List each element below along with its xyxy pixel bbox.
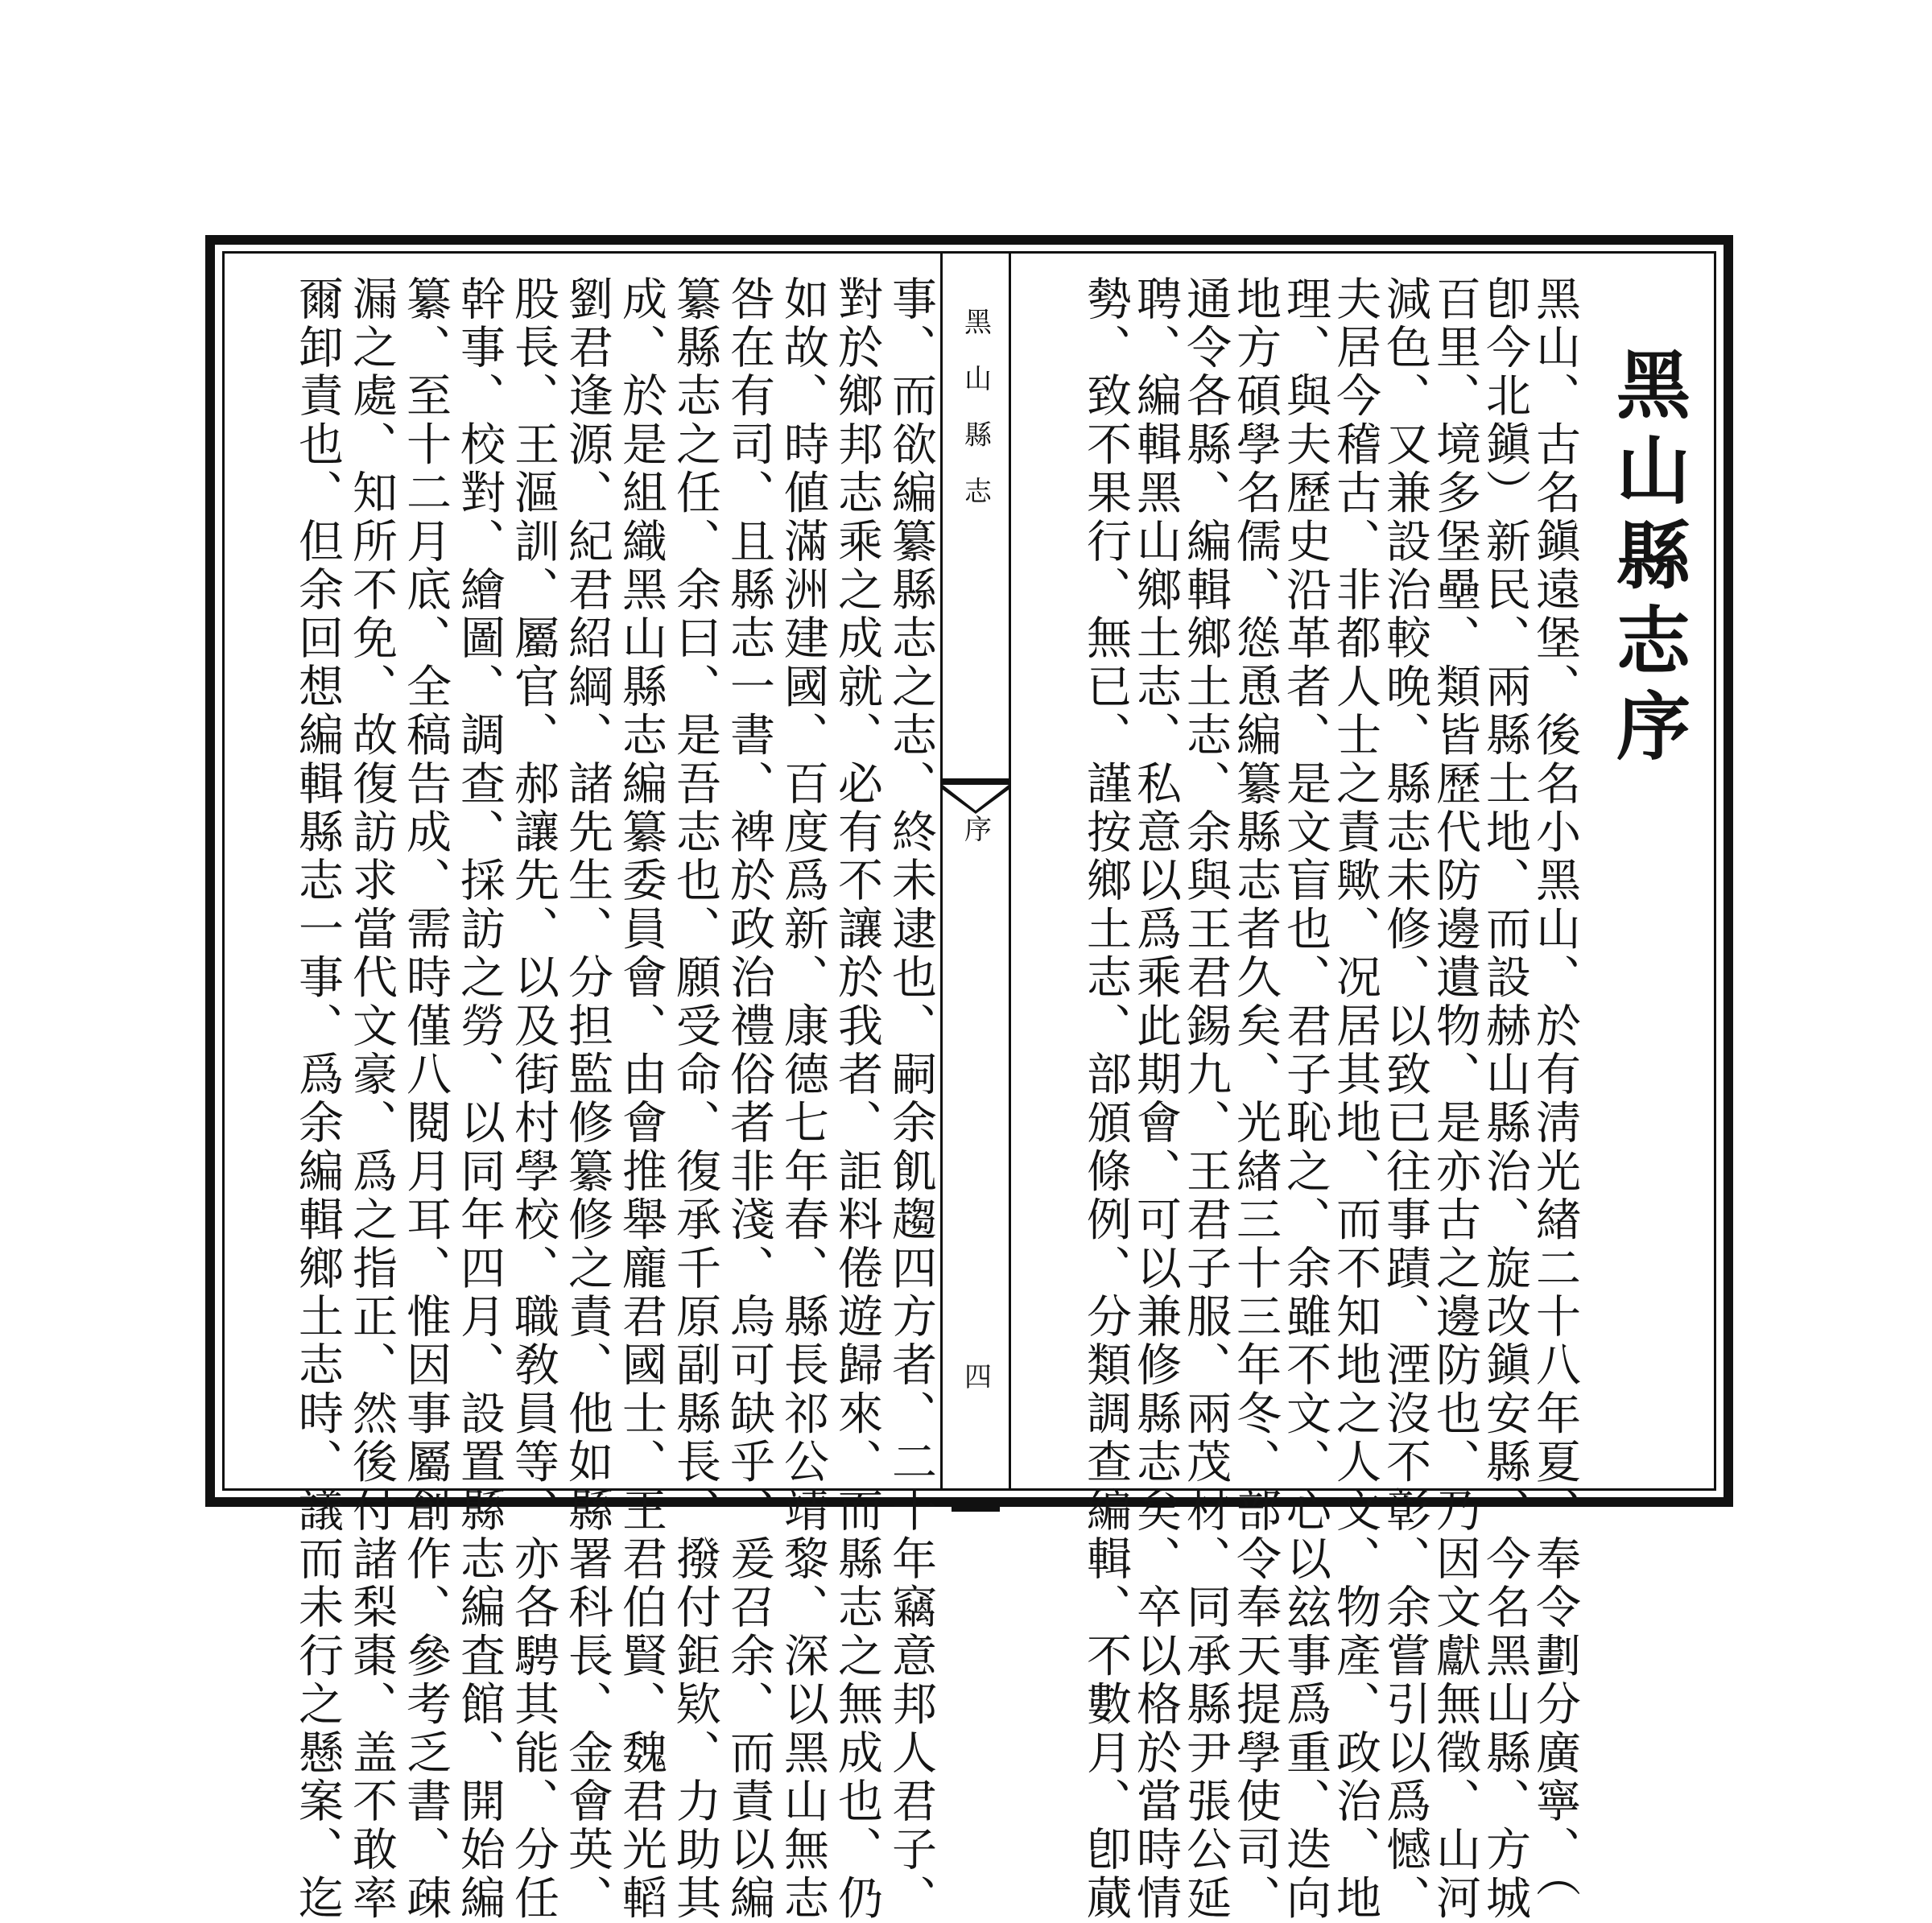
text-column: 劉君逢源、紀君紹綱、諸先生、分担監修纂修之責、他如縣署科長、金會英、 [561,275,613,1923]
text-column: 咎在有司、且縣志一書、裨於政治禮俗者非淺、烏可缺乎、爰召余、而責以編 [723,275,775,1923]
center-rule-left [940,251,943,1491]
text-column: 如故、時値滿洲建國、百度爲新、康德七年春、縣長祁公靖黎、深以黑山無志 [777,275,829,1923]
text-column: 理、與夫歷史沿革者、是文盲也、君子恥之、余雖不文、心以玆事爲重、迭向 [1279,275,1331,1923]
text-column: 黑山、古名鎭遠堡、後名小黑山、於有淸光緖二十八年夏、奉令劃分廣寧、（ [1529,275,1581,1900]
center-column [940,251,1011,1491]
text-column: 減色、又兼設治較晚、縣志未修、以致已往事蹟、湮沒不彰、余嘗引以爲憾、 [1379,275,1431,1923]
text-column: 漏之處、知所不免、故復訪求當代文豪、爲之指正、然後付諸梨棗、盖不敢率 [345,275,398,1923]
fishtail-mark-icon [943,778,1009,814]
text-column: 幹事、校對、繪圖、調查、採訪之勞、以同年四月、設置縣志編査館、開始編 [453,275,506,1923]
text-column: 纂縣志之任、余曰、是吾志也、願受命、復承千原副縣長、撥付鉅欵、力助其 [669,275,721,1923]
text-column: 對於鄉邦志乘之成就、必有不讓於我者、詎料倦遊歸來、而縣志之無成也、仍 [831,275,883,1923]
center-rule-right [1009,251,1011,1491]
page-title: 黑山縣志序 [1604,346,1690,773]
text-column: 聘、編輯黑山鄉土志、私意以爲乘此期會、可以兼修縣志矣、卒以格於當時情 [1129,275,1182,1923]
text-column: 地方碩學名儒、慫恿編纂縣志者久矣、光緖三十三年冬、部令奉天提學使司、 [1229,275,1282,1923]
text-column: 通令各縣、編輯鄉土志、余與王君錫九、王君子服、兩茂材、同承縣尹張公延 [1179,275,1232,1923]
text-column: 纂、至十二月底、全稿告成、需時僅八閱月耳、惟因事屬創作、參考乏書、疎 [399,275,452,1923]
center-bottom-bar [952,1507,1000,1512]
text-column: 爾卸責也、但余回想編輯縣志一事、爲余編輯鄉土志時、議而未行之懸案、迄 [291,275,344,1923]
text-column: 股長、王漚訓、屬官、郝讓先、以及街村學校、職敎員等、亦各騁其能、分任 [507,275,559,1923]
text-column: 成、於是組織黑山縣志編纂委員會、由會推舉龐君國士、王君伯賢、魏君光轁 [615,275,667,1923]
text-column: 夫居今稽古、非都人士之責歟、况居其地、而不知地之人文、物產、政治、地 [1329,275,1381,1923]
text-column: 卽今北鎭）新民、兩縣土地、而設赫山縣治、旋改鎭安縣、今名黑山縣、方城 [1479,275,1531,1923]
book-name: 黑山縣志 [959,307,992,533]
text-column: 百里、境多堡壘、類皆歷代防邊遺物、是亦古之邊防也、乃因文獻無徵、山河 [1429,275,1481,1923]
section-name: 序 [959,815,992,871]
page-number: 四 [959,1362,992,1418]
text-column: 事、而欲編纂縣志之志、終未逮也、嗣余飢趨四方者、二十年竊意邦人君子、 [885,275,937,1923]
text-column: 勢、致不果行、無已、謹按鄉土志、部頒條例、分類調查編輯、不數月、卽蕆 [1080,275,1132,1923]
